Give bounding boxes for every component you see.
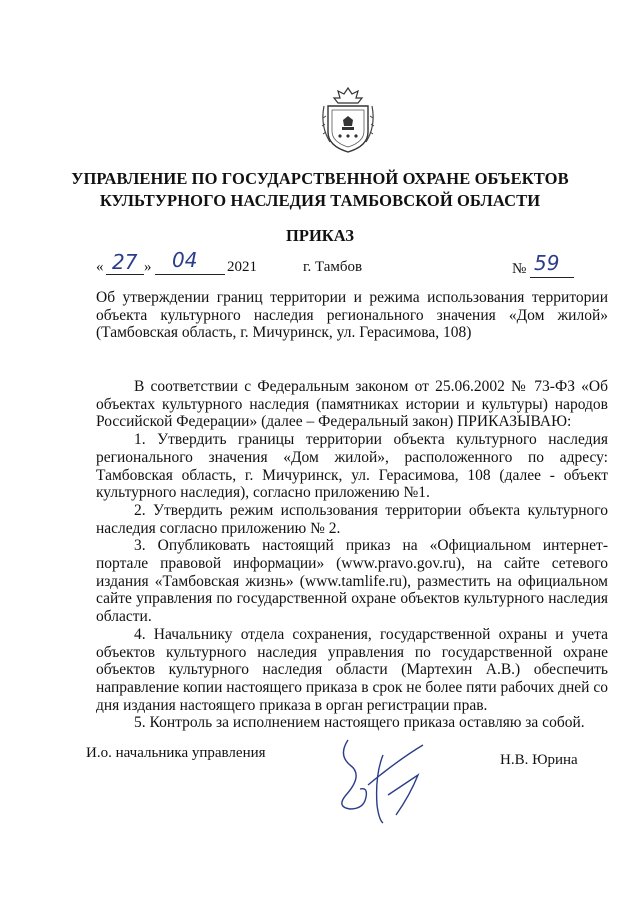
city: г. Тамбов xyxy=(303,259,363,275)
order-number-handwritten: 59 xyxy=(534,251,560,275)
organization-name-line-1: УПРАВЛЕНИЕ ПО ГОСУДАРСТВЕННОЙ ОХРАНЕ ОБЪЕКТОВ xyxy=(71,169,569,188)
document-type: ПРИКАЗ xyxy=(286,226,354,245)
date-day-underline xyxy=(106,274,144,275)
date-year: 2021 xyxy=(227,259,257,275)
date-month-handwritten: 04 xyxy=(172,248,198,272)
handwritten-signature-icon xyxy=(328,735,438,825)
signatory-name: Н.В. Юрина xyxy=(500,752,578,768)
clause-3: 3. Опубликовать настоящий приказ на «Официальном интернет-портале правовой информации» (www.pravo.gov.ru), на сайте сетевого издания «Тамбовская жизнь» (www.tamlife.ru), разместить на официальном сайте управления по государственной охране объектов культурного наследия области. xyxy=(96,537,608,626)
date-quote-open: « xyxy=(96,259,104,275)
signatory-position: И.о. начальника управления xyxy=(86,745,266,761)
date-quote-close: » xyxy=(144,259,152,275)
preamble-paragraph: В соответствии с Федеральным законом от 25.06.2002 № 73-ФЗ «Об объектах культурного наследия (памятниках истории и культуры) народов Российской Федерации» (далее – Федеральный закон) ПРИКАЗЫВАЮ: xyxy=(96,378,608,431)
date-month-underline xyxy=(155,274,225,275)
clause-2: 2. Утвердить режим использования территории объекта культурного наследия согласно приложению № 2. xyxy=(96,501,608,537)
organization-name-line-2: КУЛЬТУРНОГО НАСЛЕДИЯ ТАМБОВСКОЙ ОБЛАСТИ xyxy=(99,191,541,210)
order-body xyxy=(96,378,608,732)
coat-of-arms-icon xyxy=(318,86,378,156)
clause-1: 1. Утвердить границы территории объекта культурного наследия регионального значения «Дом жилой», расположенного по адресу: Тамбовская область, г. Мичуринск, ул. Герасимова, 108 (далее - объект культурного наследия), согласно приложению №1. xyxy=(96,431,608,502)
number-label: № xyxy=(512,261,527,277)
clause-5: 5. Контроль за исполнением настоящего приказа оставляю за собой. xyxy=(134,714,585,732)
date-day-handwritten: 27 xyxy=(112,250,138,274)
order-title: Об утверждении границ территории и режима использования территории объекта культурного наследия регионального значения «Дом жилой» (Тамбовская область, г. Мичуринск, ул. Герасимова, 108) xyxy=(96,289,608,342)
order-number-underline xyxy=(530,277,574,278)
clause-4: 4. Начальнику отдела сохранения, государственной охраны и учета объектов культурного наследия управления по государственной охране объектов культурного наследия области (Мартехин А.В.) обеспечить направление копии настоящего приказа в срок не более пяти рабочих дней со дня издания настоящего приказа в орган регистрации прав. xyxy=(96,625,608,714)
